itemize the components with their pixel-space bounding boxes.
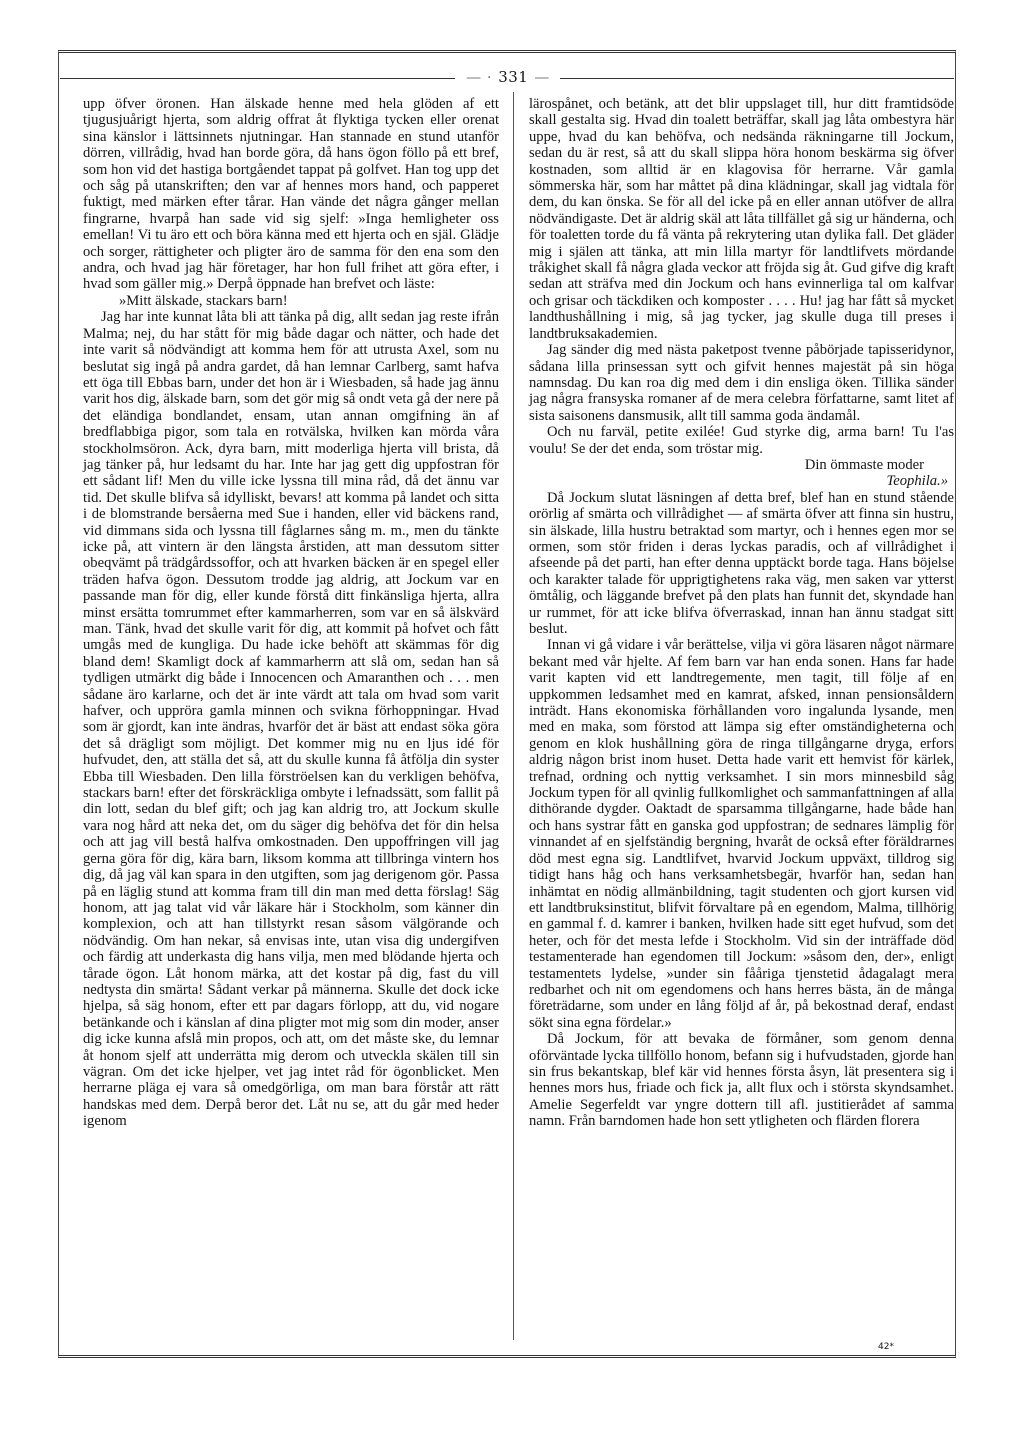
right-column [529,96,954,1130]
right-paragraph: Jag sänder dig med nästa paketpost tvenne påbörjade tapisseridynor, sådana lilla prinsessan sytt och gifvit hennes majestät på sin höga namnsdag. Du kan roa dig med dem i din ensliga öken. Tillika sänder jag några fransyska romaner af de mera celebra författarne, samt litet af sista saisonens dansmusik, allt till samma goda ändamål. [529,342,954,424]
letter-signature: Teophila.» [886,473,948,490]
letter-salutation: »Mitt älskade, stackars barn! [119,292,288,309]
left-paragraph: Jag har inte kunnat låta bli att tänka på dig, allt sedan jag reste ifrån Malma; nej, du har stått för mig både dagar och nätter, och hade det inte varit så nödvändigt att komma hem för att utrusta Axel, som nu beslutat sig ingå på andra gardet, då han lemnar Carlberg, samt hafva ett öga till Ebbas barn, under det hon är i Wiesbaden, så hade jag ännu varit hos dig, älskade barn, som det gör mig så ondt veta gå der nere på det eländiga bondlandet, ensam, utan annan omgifning än af bredflabbiga pigor, som tala en rotvälska, hvilken kan mörda våra stockholmsöron. Ack, dyra barn, mitt moderliga hjerta vill brista, då jag tänker på, hur ledsamt du har. Inte har jag gett dig uppfostran för ett sådant lif! Men du ville icke lyssna till mina råd, då det ännu var tid. Det skulle blifva så idylliskt, bevars! att komma på landet och sitta i de blomstrande bersåerna med Sue i handen, eller vid bäckens rand, vid dimmans sida och lyssna till fåglarnes sång m. m., men du tänkte icke på, att vintern är den längsta årstiden, att man dessutom sitter obeqvämt på trädgårdssoffor, och att hvarken bäcken är en spegel eller träden hafva ögon. Dessutom trodde jag aldrig, att Jockum var en passande man för dig, eller kunde förstå ditt finkänsliga hjerta, allra minst ersätta tomrummet efter kammarherren, som var en så älskvärd man. Tänk, hvad det skulle varit för dig, att kommit på hofvet och fått umgås med de kungliga. Du hade icke behöft att skämmas för dig bland dem! Skamligt dock af kammarherrn att slå om, sedan han så tydligen utmärkt dig både i Innocencen och Amaranthen och . . . men sådane äro karlarne, och det är inte värdt att tala om hvad som varit hafver, och uppröra gamla minnen och svikna förhoppningar. Hvad som är gjordt, kan inte ändras, hvarför det är bäst att endast söka göra det så drägligt som möjligt. Det kommer mig nu en ljus idé för hufvudet, den, att ställa det så, att du skulle kunna få åtfölja din syster Ebba till Wiesbaden. Den lilla förströelsen kan du verkligen behöfva, stackars barn! efter det förskräckliga ombyte i lefnadssätt, som fallit på din lott, sedan du blef gift; och jag kan aldrig tro, att Jockum skulle vara nog hård att neka det, om du säger dig behöfva det för din helsa och att jag vill bestå halfva omkostnaden. Den uppoffringen vill jag gerna göra för dig, kära barn, liksom komma att tillbringa vintern hos dig, då jag väl kan spara in den utgiften, som jag derigenom gör. Passa på en läglig stund att komma fram till din man med detta förslag! Säg honom, att jag talat vid vår läkare här i Stockholm, som känner din komplexion, och att han tillstyrkt resan såsom välgörande och nödvändig. Om han nekar, så envisas inte, utan visa dig undergifven och färdig att underkasta dig hans vilja, men med blödande hjerta och tårade ögon. Låt honom märka, att det kostar på dig, fast du vill nedtysta din smärta! Sådant verkar på männerna. Skulle det dock icke hjelpa, så säg honom, efter ett par dagars förlopp, att du, vid nogare betänkande och i känslan af dina pligter mot mig som din moder, anser dig icke kunna afslå min propos, och att, om det måste ske, du lemnar åt honom sjelf att underrätta mig derom och utveckla skälen till sin vägran. Om det icke hjelper, vet jag intet råd för ögonblicket. Men herrarne pläga ej vara så omedgörliga, om man bara förstår att rätt handskas med dem. Derpå beror det. Låt nu se, att du går med heder igenom [83,309,499,1130]
left-paragraph: upp öfver öronen. Han älskade henne med hela glöden af ett tjugusjuårigt hjerta, som aldrig offrat åt flyktiga tycken eller orenat sina känslor i lättsinnets njutningar. Han stannade en stund utanför dörren, villrådig, hvad han borde göra, då hans ögon föllo på ett bref, som hon vid det hastiga bortgåendet tappat på golfvet. Han tog upp det och såg på utanskriften; den var af hennes mors hand, och papperet fuktigt, med märken efter tårar. Han vände det några gånger mellan fingrarne, hvarpå han sade vid sig sjelf: »Inga hemligheter oss emellan! Vi tu äro ett och böra känna med ett hjerta och en själ. Glädje och sorger, rättigheter och pligter äro de samma för den ena som den andra, och hvad jag här företager, har hon full frihet att göra efter, i hvad som gäller mig.» Derpå öppnade han brefvet och läste: [83,96,499,293]
letter-closing: Din ömmaste moder [804,456,924,473]
column-divider [513,92,514,1340]
page-number-header [0,68,1016,86]
right-paragraph: Då Jockum slutat läsningen af detta bref, blef han en stund stående orörlig af smärta och villrådighet — af smärta öfver att finna sin hustru, sin älskade, lilla hustru betraktad som martyr, och i hennes egen mor se ormen, som stör friden i deras lyckas paradis, och af villrådighet i afseende på det parti, han efter denna upptäckt borde taga. Hans böjelse och karakter talade för upprigtighetens raka väg, men saken var ytterst ömtålig, och läggande brefvet på den plats han funnit det, skyndade han ur rummet, för att icke blifva öfverraskad, innan han ännu stadgat sitt beslut. [529,489,954,637]
left-column [83,96,499,1130]
right-paragraph: lärospånet, och betänk, att det blir uppslaget till, hur ditt framtidsöde skall gestalta sig. Hvad din toalett beträffar, skall jag låta ombestyra här uppe, hvad du kan behöfva, och nedsända räkningarne till Jockum, sedan du är rest, så att du skall slippa höra honom beskärma sig öfver kostnaden, som alltid är en klagovisa för herrarne. Vår gamla sömmerska här, som har måttet på dina klädningar, skall jag vidtala för dem, du kan önska. Se för all del icke på en eller annan utöfver de allra nödvändigaste. Det är aldrig skäl att låta tillfället gå sig ur händerna, och för toaletten torde du få vänta på rekrytering utan dylika fall. Det gläder mig i själen att tänka, att min lilla martyr för landtlifvets mördande tråkighet skall få några glada veckor att fröjda sig åt. Gud gifve dig kraft sedan att sträfva med din Jockum och hans evinnerliga tal om kalfvar och grisar och täckdiken och komposter . . . . Hu! jag har fått så mycket landthushållning i mig, så jag tycker, jag skulle duga till preses i landtbruksakademien. [529,96,954,342]
sheet-mark: 42* [878,1342,894,1352]
right-paragraph: Och nu farväl, petite exilée! Gud styrke dig, arma barn! Tu l'as voulu! Se der det enda, som tröstar mig. [529,424,954,457]
right-paragraph: Då Jockum, för att bevaka de förmåner, som genom denna oförväntade lycka tillföllo honom, befann sig i hufvudstaden, gjorde han sin frus bekantskap, blef kär vid hennes första åsyn, lät presentera sig i hennes mors hus, friade och fick ja, allt flux och i största skyndsamhet. Amelie Segerfeldt var yngre dottern till afl. justitierådet af samma namn. Från barndomen hade hon sett ytligheten och flärden florera [529,1031,954,1130]
page-number: 331 [498,68,529,86]
right-paragraph: Innan vi gå vidare i vår berättelse, vilja vi göra läsaren något närmare bekant med vår hjelte. Af fem barn var han enda sonen. Hans far hade varit kapten vid ett landtregemente, men tagit, till följe af en uppkommen ledsamhet med en kamrat, afsked, innan pensionsåldern inträdt. Hans ekonomiska förhållanden voro ingalunda lysande, men med en maka, som förstod att lämpa sig efter omständigheterna och genom en klok hushållning göra de ringa tillgångarne dryga, erfors aldrig någon brist inom huset. Detta hade varit ett hemvist för kärlek, trefnad, ordning och nyttig verksamhet. I sin mors minnesbild såg Jockum typen för all qvinlig fullkomlighet och sammanfattningen af alla dithörande dygder. Oaktadt de sparsamma tillgångarne, hade både han och hans systrar fått en ganska god uppfostran; de sednares lämplig för vinnandet af en sjelfständig bergning, hvaråt de också efter föräldrarnes död mest egna sig. Landtlifvet, hvarvid Jockum uppväxt, tilldrog sig tidigt hans håg och hans verksamhetsbegär, hvarför han, sedan han inhämtat en nödig allmänbildning, tagit studenten och gjort kursen vid ett landtbruksinstitut, blifvit förvaltare på en egendom, Malma, tillhörig en gammal f. d. kamrer i banken, hvilken hade sitt eget hufvud, som det heter, och för det mesta lefde i Stockholm. Vid sin der inträffade död testamenterade han egendomen till Jockum: »såsom den, der», enligt testamentets lydelse, »under sin fååriga tjenstetid ådagalagt mera redbarhet och nit om egendomens och hans herres bästa, än de många företrädarne, som under en lång följd af år, på bekostnad deraf, endast sökt sina egna fördelar.» [529,637,954,1031]
header-dash-left: — · [466,68,493,86]
header-dash-right: — [534,68,550,86]
